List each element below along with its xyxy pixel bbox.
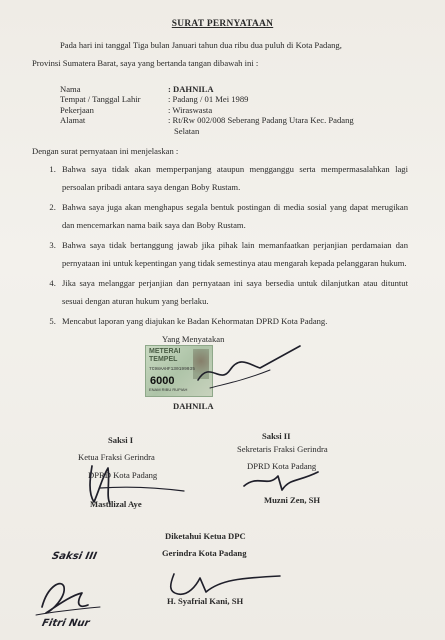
field-value-birth: : Padang / 01 Mei 1989 bbox=[168, 94, 249, 104]
field-value-address: : Rt/Rw 002/008 Seberang Padang Utara Kec. Padang bbox=[168, 115, 354, 125]
witness1-org: DPRD Kota Padang bbox=[88, 470, 158, 480]
witness3-signature bbox=[28, 575, 108, 620]
witness2-signature bbox=[238, 468, 328, 494]
acknowledged-line-1: Diketahui Ketua DPC bbox=[165, 531, 246, 541]
chairman-name: H. Syafrial Kani, SH bbox=[167, 596, 244, 606]
intro-line-2: Provinsi Sumatera Barat, saya yang bertanda tangan dibawah ini : bbox=[32, 58, 259, 68]
statement-points bbox=[34, 161, 408, 334]
statement-intro: Dengan surat pernyataan ini menjelaskan : bbox=[32, 146, 179, 156]
witness1-name: Mastilizal Aye bbox=[90, 499, 142, 509]
witness1-heading: Saksi I bbox=[108, 435, 134, 445]
statement-point: 1. Bahwa saya tidak akan memperpanjang ataupun mengganggu serta mempermasalahkan lagi persoalan pribadi antara saya dengan Boby Rustam. bbox=[58, 161, 408, 196]
stamp-footer: ENAM RIBU RUPIAH bbox=[149, 387, 188, 392]
intro-line-1: Pada hari ini tanggal Tiga bulan Januari tahun dua ribu dua puluh di Kota Padang, bbox=[60, 40, 342, 50]
statement-point: 4. Jika saya melanggar perjanjian dan pernyataan ini saya bersedia untuk dilanjutkan atau dituntut sesuai dengan aturan hukum yang berlaku. bbox=[58, 275, 408, 310]
declarant-name: DAHNILA bbox=[173, 401, 214, 411]
field-label-name: Nama bbox=[60, 84, 81, 94]
witness1-role: Ketua Fraksi Gerindra bbox=[78, 452, 155, 462]
statement-point: 5. Mencabut laporan yang diajukan ke Badan Kehormatan DPRD Kota Padang. bbox=[58, 313, 408, 331]
witness3-handwritten-heading: Saksi III bbox=[50, 551, 98, 562]
field-label-address: Alamat bbox=[60, 115, 86, 125]
stamp-line-2: TEMPEL bbox=[149, 356, 178, 363]
field-value-job: : Wiraswasta bbox=[168, 105, 213, 115]
stamp-value: 6000 bbox=[150, 375, 175, 387]
stamp-line-1: METERAI bbox=[149, 348, 181, 355]
field-label-job: Pekerjaan bbox=[60, 105, 94, 115]
document-title: SURAT PERNYATAAN bbox=[171, 19, 274, 29]
acknowledged-line-2: Gerindra Kota Padang bbox=[162, 548, 247, 558]
field-value-address-cont: Selatan bbox=[174, 126, 200, 136]
declarant-caption: Yang Menyatakan bbox=[162, 334, 225, 344]
stamp-serial: 7C98AAHF130199035 bbox=[149, 367, 195, 372]
witness3-handwritten-name: Fitri Nur bbox=[40, 618, 91, 629]
witness2-org: DPRD Kota Padang bbox=[247, 461, 317, 471]
statement-point: 3. Bahwa saya tidak bertanggung jawab jika pihak lain memanfaatkan perjanjian perdamaian dan pernyataan ini untuk kepentingan yang tidak semestinya atau mengarah kepada pelanggaran hukum. bbox=[58, 237, 408, 272]
witness2-name: Muzni Zen, SH bbox=[264, 495, 321, 505]
field-value-name: : DAHNILA bbox=[168, 84, 214, 94]
witness2-role: Sekretaris Fraksi Gerindra bbox=[237, 444, 328, 454]
declarant-signature bbox=[190, 340, 310, 400]
field-label-birth: Tempat / Tanggal Lahir bbox=[60, 94, 141, 104]
witness2-heading: Saksi II bbox=[262, 431, 291, 441]
statement-point: 2. Bahwa saya juga akan menghapus segala bentuk postingan di media sosial yang dapat merugikan dan mencemarkan nama baik saya dan Boby Rustam. bbox=[58, 199, 408, 234]
